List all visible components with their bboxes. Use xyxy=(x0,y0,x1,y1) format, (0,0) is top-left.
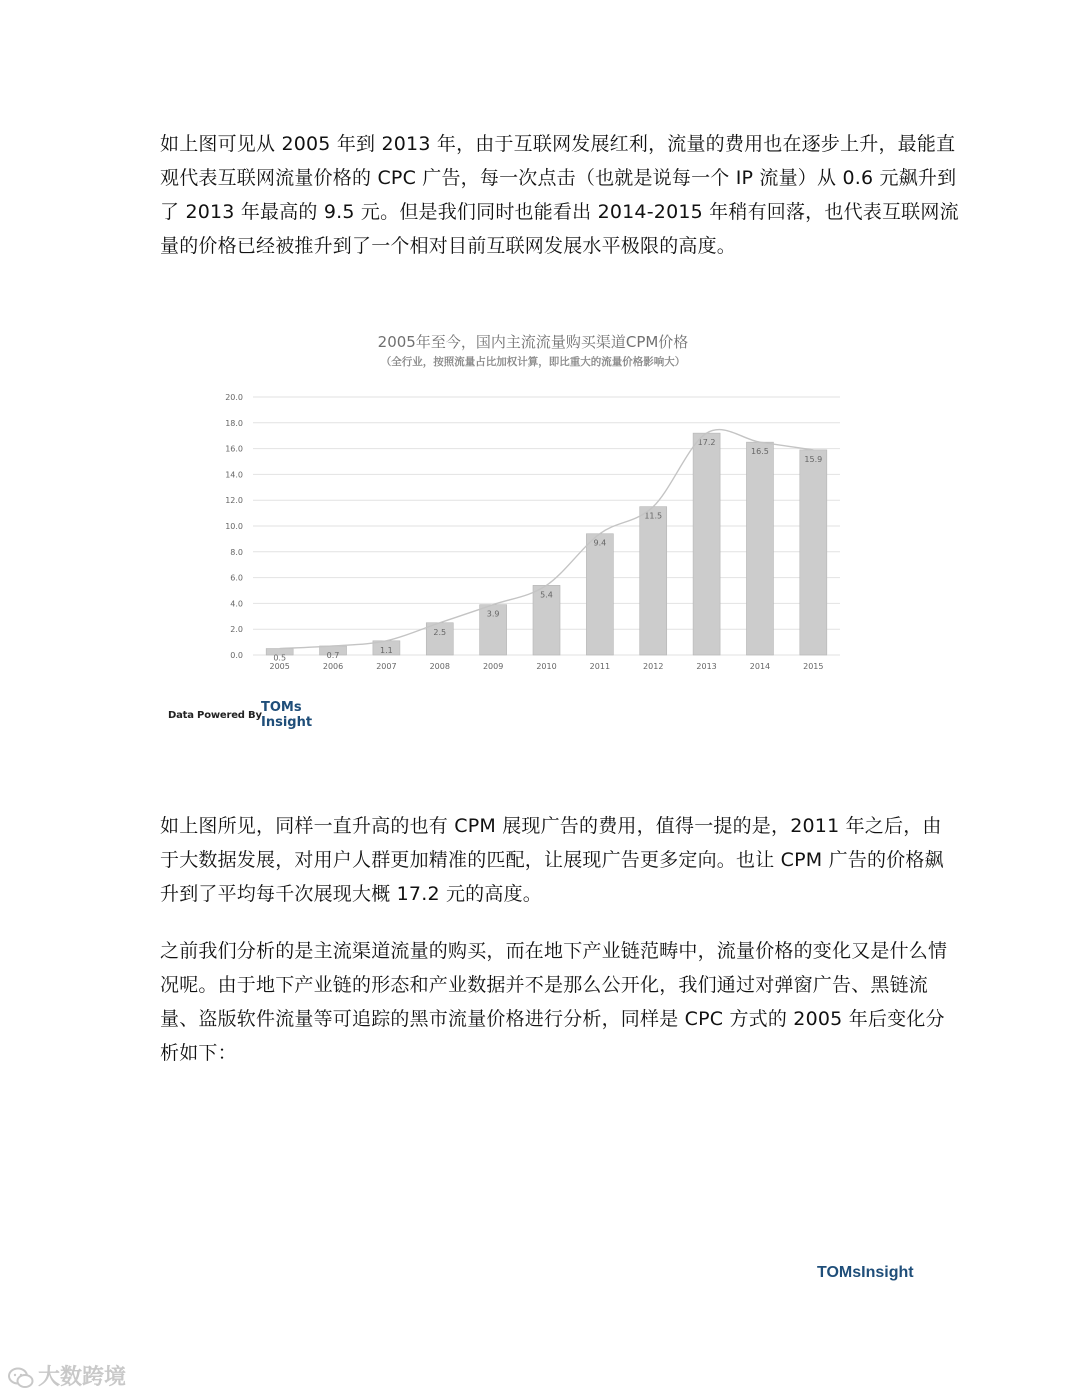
y-tick-label: 8.0 xyxy=(230,547,243,557)
text-line: 观代表互联网流量价格的 CPC 广告，每一次点击（也就是说每一个 IP 流量）从 0.6 元飙升到 xyxy=(160,167,957,189)
text-line: 升到了平均每千次展现大概 17.2 元的高度。 xyxy=(160,883,542,905)
paragraph-cpm xyxy=(160,809,944,911)
bar-value-label: 16.5 xyxy=(751,447,769,457)
x-tick-label: 2007 xyxy=(376,662,397,671)
y-tick-label: 0.0 xyxy=(230,651,243,660)
bar-value-label: 11.5 xyxy=(644,511,663,521)
wechat-logo-icon xyxy=(8,1367,34,1389)
credit-powered-by: Data Powered By xyxy=(168,710,262,721)
chart-subtitle: （全行业，按照流量占比加权计算，即比重大的流量价格影响大） xyxy=(380,356,686,368)
bar-value-label: 5.4 xyxy=(540,590,553,600)
chart-canvas xyxy=(150,320,870,750)
x-tick-label: 2006 xyxy=(322,662,344,671)
credit-brand-line: TOMs xyxy=(261,700,302,715)
text-line: 如上图所见，同样一直升高的也有 CPM 展现广告的费用，值得一提的是，2011 年之后，由 xyxy=(160,815,942,837)
bar-value-label: 17.2 xyxy=(697,438,716,448)
x-tick-label: 2013 xyxy=(696,662,717,671)
footer-brand-logo: TOMsInsight xyxy=(817,1264,914,1281)
bar-2014 xyxy=(746,442,773,655)
text-line: 量的价格已经被推升到了一个相对目前互联网发展水平极限的高度。 xyxy=(160,235,737,257)
bar-value-label: 1.1 xyxy=(380,645,393,655)
y-tick-label: 2.0 xyxy=(230,625,243,635)
chart-title: 2005年至今，国内主流流量购买渠道CPM价格 xyxy=(377,333,689,351)
y-tick-label: 16.0 xyxy=(225,444,243,454)
x-tick-label: 2005 xyxy=(269,662,290,671)
bar-value-label: 0.7 xyxy=(326,650,340,660)
bar-value-label: 0.5 xyxy=(273,653,287,663)
y-tick-label: 4.0 xyxy=(230,599,243,609)
text-line: 量、盗版软件流量等可追踪的黑市流量价格进行分析，同样是 CPC 方式的 2005 年后变化分 xyxy=(160,1008,945,1030)
y-tick-label: 6.0 xyxy=(230,573,243,583)
x-tick-label: 2011 xyxy=(589,662,611,671)
y-tick-label: 10.0 xyxy=(225,522,243,531)
text-line: 况呢。由于地下产业链的形态和产业数据并不是那么公开化，我们通过对弹窗广告、黑链流 xyxy=(160,974,929,996)
y-tick-label: 12.0 xyxy=(225,496,243,506)
x-tick-label: 2009 xyxy=(482,662,504,671)
bar-2015 xyxy=(800,450,827,655)
text-line: 了 2013 年最高的 9.5 元。但是我们同时也能看出 2014-2015 年稍有回落，也代表互联网流 xyxy=(160,201,959,223)
bar-2012 xyxy=(640,507,667,655)
text-line: 于大数据发展，对用户人群更加精准的匹配，让展现广告更多定向。也让 CPM 广告的价格飙 xyxy=(160,849,944,871)
x-tick-label: 2012 xyxy=(643,662,664,671)
text-line: 析如下： xyxy=(160,1042,237,1064)
x-tick-label: 2010 xyxy=(536,662,557,671)
bar-value-label: 15.9 xyxy=(804,454,823,464)
y-tick-label: 14.0 xyxy=(225,470,243,480)
bar-value-label: 9.4 xyxy=(593,538,607,548)
x-tick-label: 2008 xyxy=(429,662,450,671)
paragraph-black-market xyxy=(160,934,948,1070)
y-tick-label: 18.0 xyxy=(225,418,243,428)
watermark xyxy=(8,1360,126,1390)
credit-brand-line: Insight xyxy=(261,715,313,730)
x-tick-label: 2015 xyxy=(803,662,824,671)
bar-2011 xyxy=(586,534,613,655)
cpm-price-chart xyxy=(150,320,870,750)
bar-value-label: 3.9 xyxy=(486,609,500,619)
bar-value-label: 2.5 xyxy=(433,627,447,637)
y-tick-label: 20.0 xyxy=(225,393,243,402)
credit-brand-logo xyxy=(261,700,312,730)
bar-2013 xyxy=(693,433,720,655)
text-line: 如上图可见从 2005 年到 2013 年，由于互联网发展红利，流量的费用也在逐步上升，最能直 xyxy=(160,133,956,155)
watermark-text: 大数跨境 xyxy=(38,1365,127,1390)
x-tick-label: 2014 xyxy=(749,662,771,671)
text-line: 之前我们分析的是主流渠道流量的购买，而在地下产业链范畴中，流量价格的变化又是什么情 xyxy=(160,940,948,962)
paragraph-cpc-intro xyxy=(160,127,959,263)
